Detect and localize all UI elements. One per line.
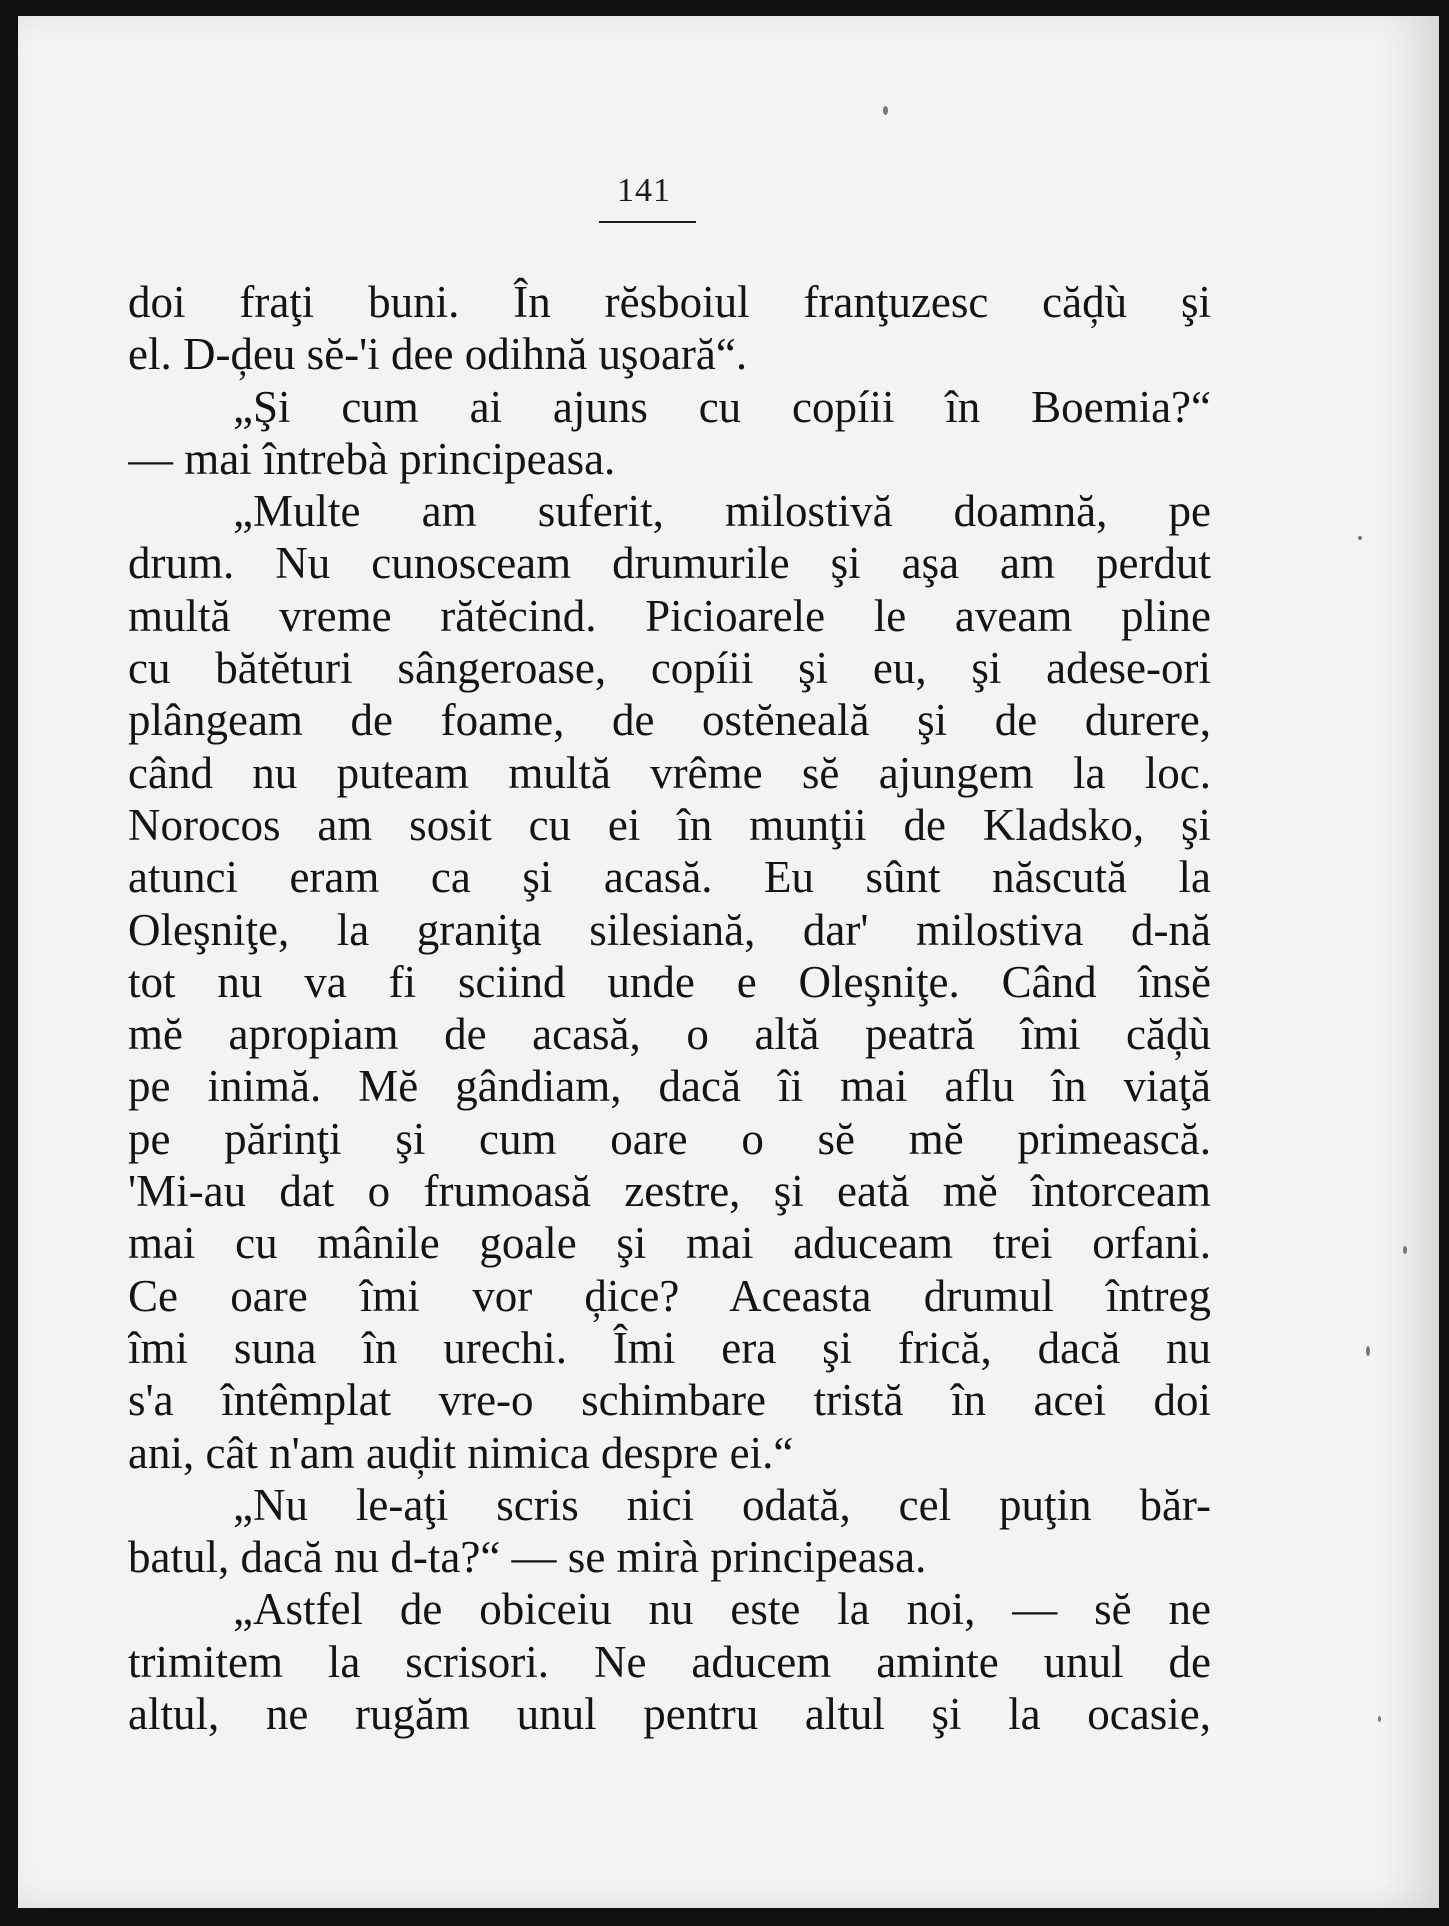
paper-speck <box>883 106 888 115</box>
paper-speck <box>1378 1716 1381 1722</box>
text-line: când nu puteam multă vrême sĕ ajungem la loc. <box>128 747 1211 798</box>
text-line: mai cu mânile goale şi mai aduceam trei orfani. <box>128 1218 1211 1269</box>
text-line: „Astfel de obiceiu nu este la noi, — sĕ ne <box>233 1584 1211 1635</box>
text-line: atunci eram ca şi acasă. Eu sûnt născută la <box>128 852 1211 903</box>
text-line: plângeam de foame, de ostĕneală şi de durere, <box>128 695 1211 746</box>
text-line: ani, cât n'am auḑit nimica despre ei.“ <box>128 1427 794 1478</box>
text-line: drum. Nu cunosceam drumurile şi aşa am perdut <box>128 538 1211 589</box>
page-number-rule <box>599 221 696 223</box>
text-line: „Nu le-aţi scris nici odată, cel puţin băr- <box>233 1479 1211 1530</box>
body-text <box>128 276 1211 1740</box>
text-line: „Multe am suferit, milostivă doamnă, pe <box>233 486 1211 537</box>
text-line: trimitem la scrisori. Ne aducem aminte unul de <box>128 1636 1211 1687</box>
page-number: 141 <box>617 172 671 209</box>
text-line: Norocos am sosit cu ei în munţii de Kladsko, şi <box>128 799 1211 850</box>
text-line: s'a întêmplat vre-o schimbare tristă în acei doi <box>128 1375 1211 1426</box>
paper-speck <box>1358 536 1362 540</box>
text-line: batul, dacă nu d-ta?“ — se mirà principeasa. <box>128 1532 927 1583</box>
text-line: pe inimă. Mĕ gândiam, dacă îi mai aflu în viaţă <box>128 1061 1211 1112</box>
page-edge-shadow <box>1379 16 1439 1908</box>
text-line: Ce oare îmi vor ḑice? Aceasta drumul întreg <box>128 1270 1211 1321</box>
paper-speck <box>1403 1246 1407 1254</box>
text-line: tot nu va fi sciind unde e Oleşniţe. Când însĕ <box>128 956 1211 1007</box>
text-line: Oleşniţe, la graniţa silesiană, dar' milostiva d-nă <box>128 904 1211 955</box>
text-line: mĕ apropiam de acasă, o altă peatră îmi căḑù <box>128 1009 1211 1060</box>
text-line: 'Mi-au dat o frumoasă zestre, şi eată mĕ întorceam <box>128 1166 1211 1217</box>
text-line: altul, ne rugăm unul pentru altul şi la ocasie, <box>128 1689 1211 1740</box>
text-line: „Şi cum ai ajuns cu copíii în Boemia?“ <box>233 381 1211 432</box>
paper-speck <box>1366 1346 1370 1356</box>
text-line: — mai întrebà principeasa. <box>128 433 616 484</box>
text-line: doi fraţi buni. În rĕsboiul franţuzesc căḑù şi <box>128 277 1211 327</box>
text-line: îmi suna în urechi. Îmi era şi frică, dacă nu <box>128 1322 1211 1373</box>
text-line: multă vreme rătĕcind. Picioarele le aveam pline <box>128 590 1211 641</box>
text-line: cu bătĕturi sângeroase, copíii şi eu, şi adese-ori <box>128 643 1211 694</box>
text-line: pe părinţi şi cum oare o sĕ mĕ primească. <box>128 1113 1211 1164</box>
text-line: el. D-ḑeu sĕ-'i dee odihnă uşoară“. <box>128 329 748 380</box>
book-page <box>18 16 1439 1908</box>
